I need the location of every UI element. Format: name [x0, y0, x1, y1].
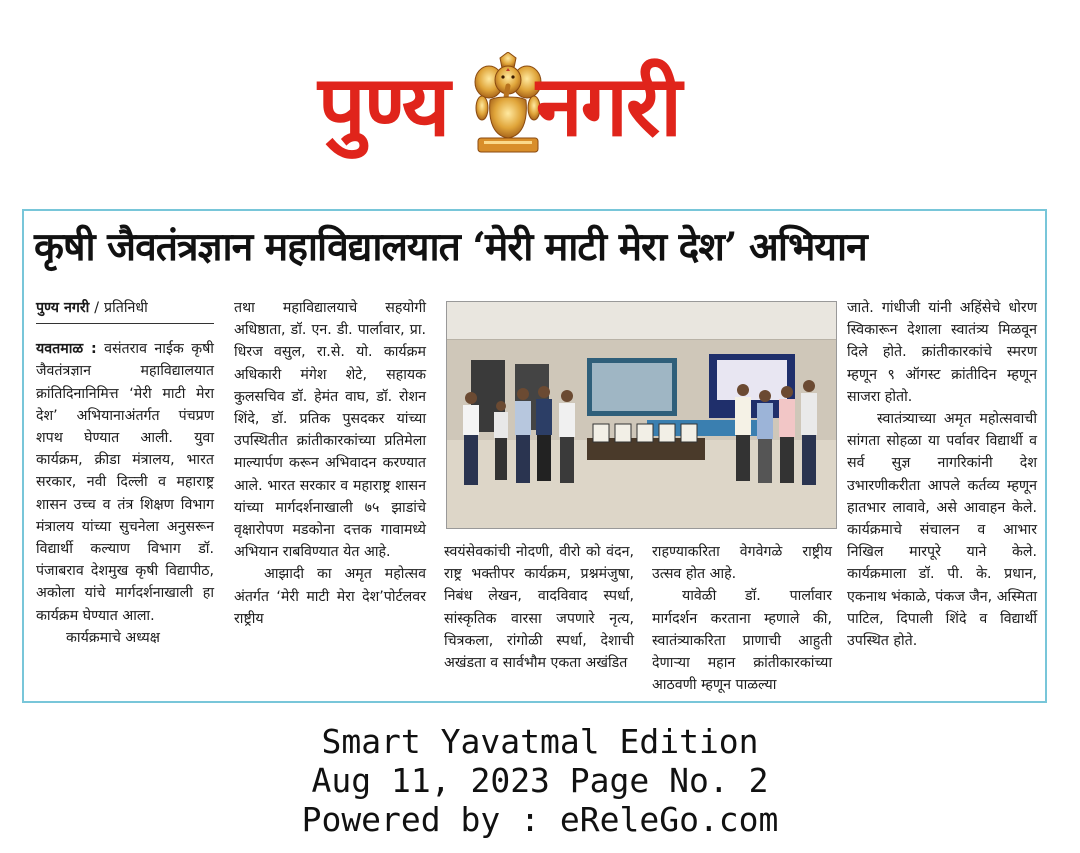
paragraph: आझादी का अमृत महोत्सव अंतर्गत ‘मेरी माटी मेरा देश’पोर्टलवर राष्ट्रीय	[234, 566, 426, 627]
article-headline: कृषी जैवतंत्रज्ञान महाविद्यालयात ‘मेरी माटी मेरा देश’ अभियान	[34, 224, 867, 270]
article-column-3	[444, 541, 634, 674]
article-column-1	[36, 297, 214, 649]
paragraph: तथा महाविद्यालयाचे सहयोगी अधिष्ठाता, डॉ. एन. डी. पार्लावार, प्रा. धिरज वसुल, रा.से. यो. कार्यक्रम अधिकारी मंगेश शेटे, सहायक कुलसचिव डॉ. हेमंत वाघ, डॉ. रोशन शिंदे, डॉ. प्रतिक पुसदकर यांच्या उपस्थितीत क्रांतीकारकांच्या प्रतिमेला माल्यार्पण करून अभिवादन करण्यात आले. भारत सरकार व महाराष्ट्र शासन यांच्या मार्गदर्शनाखाली ७५ झाडांचे वृक्षारोपण मडकोना दत्तक गावामध्ये अभियान राबविण्यात येत आहे.	[234, 300, 426, 561]
edition-footer	[0, 722, 1080, 839]
edition-date-page: Aug 11, 2023 Page No. 2	[311, 761, 769, 800]
byline-separator: /	[94, 300, 100, 316]
article-column-4	[652, 541, 832, 696]
paragraph: स्वातंत्र्याच्या अमृत महोत्सवाची सांगता सोहळा या पर्वावर विद्यार्थी व सर्व सुज्ञ नागरिकांनी देश उभारणीकरीता आपले कर्तव्य म्हणून हातभार लावावे, असे आवाहन केले. कार्यक्रमाचे संचालन व आभार निखिल मारपूरे याने केले. कार्यक्रमाला डॉ. पी. के. प्रधान, एकनाथ भंकाळे, पंकज जैन, अस्मिता पाटिल, दिपाली शिंदे व विद्यार्थी उपस्थित होते.	[847, 411, 1037, 650]
paragraph: कार्यक्रमाचे अध्यक्ष	[66, 629, 160, 646]
dateline: यवतमाळ :	[36, 341, 97, 358]
paragraph: यावेळी डॉ. पार्लावार मार्गदर्शन करताना म्हणाले की, स्वातंत्र्याकरिता प्राणाची आहुती देणाऱ्या महान क्रांतीकारकांच्या आठवणी म्हणून पाळल्या	[652, 588, 832, 694]
masthead-word-left: पुण्य	[318, 57, 449, 155]
byline-source: पुण्य नगरी	[36, 300, 90, 316]
group-photo-icon	[446, 301, 837, 529]
paragraph	[36, 338, 214, 627]
article-column-5	[847, 297, 1037, 652]
masthead-word-right: नगरी	[536, 57, 681, 155]
article-column-2	[234, 297, 426, 630]
newspaper-masthead	[318, 50, 748, 160]
byline-role: प्रतिनिधी	[104, 300, 148, 316]
article-clipping	[22, 209, 1047, 703]
ganesha-idol-icon	[470, 52, 546, 154]
paragraph: जाते. गांधीजी यांनी अहिंसेचे धोरण स्विकारून देशाला स्वातंत्र्य मिळवून दिले होते. क्रांतीकारकांचे स्मरण म्हणून ९ ऑगस्ट क्रांतीदिन म्हणून साजरा होतो.	[847, 300, 1037, 405]
powered-by-link[interactable]: Powered by : eReleGo.com	[301, 800, 779, 839]
edition-name: Smart Yavatmal Edition	[321, 722, 759, 761]
paragraph: स्वयंसेवकांची नोदणी, वीरो को वंदन, राष्ट्र भक्तीपर कार्यक्रम, प्रश्नमंजुषा, निबंध लेखन, वादविवाद स्पर्धा, सांस्कृतिक वारसा जपणारे नृत्य, चित्रकला, रांगोळी स्पर्धा, देशाची अखंडता व सार्वभौम एकता अखंडित	[444, 544, 634, 672]
paragraph-text: वसंतराव नाईक कृषी जैवतंत्रज्ञान महाविद्यालयात क्रांतिदिनानिमित्त ‘मेरी माटी मेरा देश’ अभियानाअंतर्गत पंचप्रण शपथ घेण्यात आली. युवा कार्यक्रम, क्रीडा मंत्रालय, भारत सरकार, नवी दिल्ली व महाराष्ट्र शासन उच्च व तंत्र शिक्षण विभाग मंत्रालय यांच्या सुचनेला अनुसरून विद्यार्थी कल्याण विभाग डॉ. पंजाबराव देशमुख कृषी विद्यापीठ, अकोला यांचे मार्गदर्शनाखाली हा कार्यक्रम घेण्यात आला.	[36, 341, 214, 624]
paragraph: राहण्याकरिता वेगवेगळे राष्ट्रीय उत्सव होत आहे.	[652, 544, 832, 583]
byline	[36, 297, 214, 324]
